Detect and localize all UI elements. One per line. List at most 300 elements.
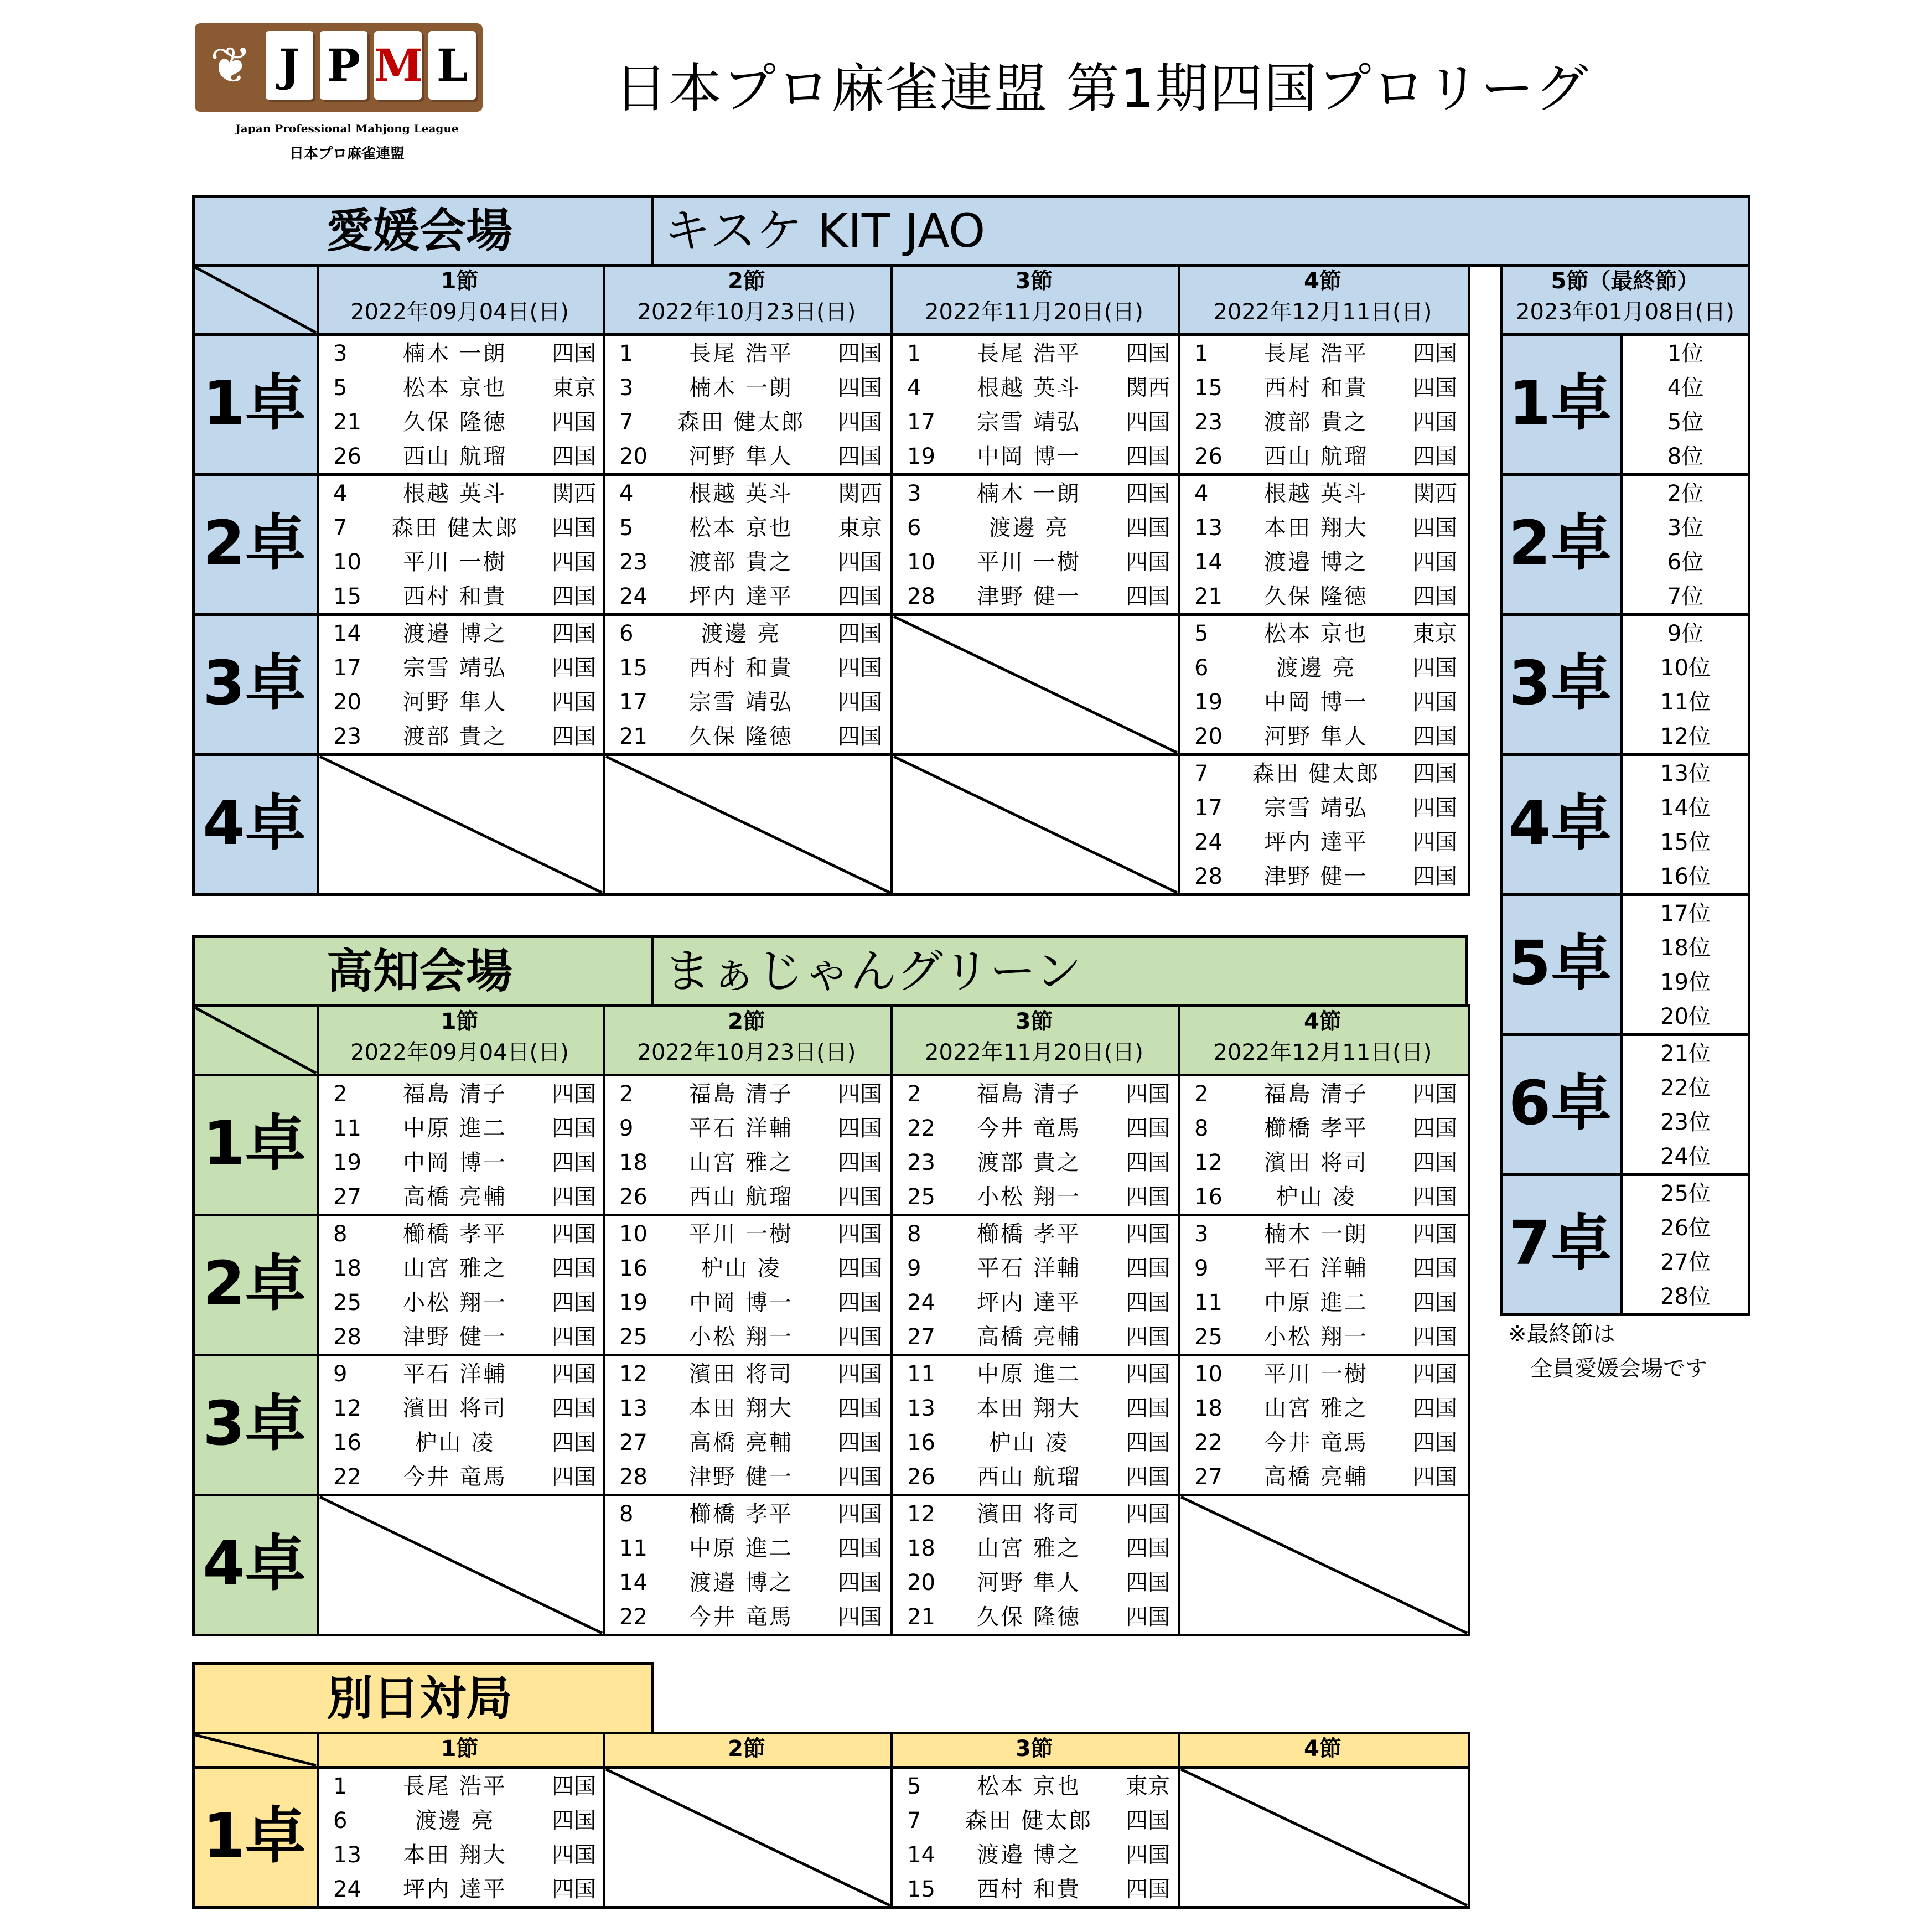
player-name: 平川 一樹 bbox=[403, 550, 507, 575]
player-name: 中岡 博一 bbox=[689, 1290, 793, 1315]
kochi-player-row bbox=[333, 1217, 596, 1251]
kochi-section-label: 4節 bbox=[1304, 1009, 1341, 1034]
separate-section-label: 1節 bbox=[441, 1736, 479, 1762]
final-rank: 26位 bbox=[1660, 1215, 1711, 1241]
final-table-label: 4卓 bbox=[1508, 788, 1612, 858]
player-region: 四国 bbox=[1413, 1221, 1457, 1247]
player-number: 8 bbox=[333, 1221, 348, 1247]
ehime-player-row bbox=[907, 439, 1170, 474]
player-region: 四国 bbox=[1126, 1324, 1170, 1350]
player-number: 4 bbox=[333, 481, 348, 506]
player-region: 四国 bbox=[552, 584, 596, 609]
player-name: 渡邊 亮 bbox=[988, 515, 1069, 541]
player-region: 四国 bbox=[552, 1290, 596, 1315]
player-name: 坪内 達平 bbox=[977, 1290, 1081, 1315]
ehime-player-row bbox=[619, 439, 882, 474]
player-number: 12 bbox=[907, 1501, 935, 1527]
player-region: 四国 bbox=[1126, 1396, 1170, 1421]
ehime-player-row bbox=[1194, 651, 1457, 685]
player-number: 21 bbox=[1194, 584, 1223, 609]
player-region: 四国 bbox=[1413, 375, 1457, 401]
player-region: 四国 bbox=[838, 1430, 882, 1456]
player-name: 枦山 凌 bbox=[988, 1430, 1069, 1456]
player-name: 津野 健一 bbox=[1264, 864, 1368, 889]
player-name: 西村 和貴 bbox=[977, 1877, 1081, 1902]
kochi-player-row bbox=[907, 1146, 1170, 1180]
kochi-player-row bbox=[1194, 1460, 1457, 1494]
logo-japanese-text: 日本プロ麻雀連盟 bbox=[289, 146, 405, 162]
player-region: 四国 bbox=[838, 444, 882, 469]
player-region: 四国 bbox=[838, 1396, 882, 1421]
separate-player-row bbox=[907, 1838, 1170, 1872]
ehime-table-label: 4卓 bbox=[203, 788, 306, 858]
kochi-player-row bbox=[907, 1320, 1170, 1354]
logo-letter: M bbox=[374, 31, 422, 100]
player-name: 津野 健一 bbox=[403, 1324, 507, 1350]
player-number: 22 bbox=[907, 1116, 935, 1141]
player-region: 四国 bbox=[1126, 550, 1170, 575]
ehime-player-row bbox=[333, 685, 596, 719]
player-region: 四国 bbox=[1126, 1570, 1170, 1596]
ehime-table-label: 1卓 bbox=[203, 367, 306, 438]
ehime-player-row bbox=[333, 579, 596, 614]
player-number: 2 bbox=[619, 1081, 634, 1107]
player-name: 宗雪 靖弘 bbox=[1264, 795, 1368, 821]
player-region: 四国 bbox=[838, 584, 882, 609]
player-region: 四国 bbox=[838, 690, 882, 715]
ehime-section-date: 2022年11月20日(日) bbox=[925, 299, 1143, 325]
player-name: 坪内 達平 bbox=[1264, 830, 1368, 855]
player-region: 関西 bbox=[552, 481, 596, 506]
player-region: 四国 bbox=[1126, 1430, 1170, 1456]
ehime-player-row bbox=[1194, 336, 1457, 371]
ehime-player-row bbox=[619, 579, 882, 614]
player-region: 関西 bbox=[1413, 481, 1457, 506]
player-name: 坪内 達平 bbox=[403, 1877, 507, 1902]
player-region: 四国 bbox=[1126, 1221, 1170, 1247]
ehime-player-row bbox=[907, 511, 1170, 545]
player-number: 28 bbox=[619, 1464, 648, 1490]
final-note: ※最終節は 全員愛媛会場です bbox=[1508, 1322, 1707, 1381]
player-number: 17 bbox=[619, 690, 648, 715]
player-name: 高橋 亮輔 bbox=[403, 1184, 507, 1210]
ehime-venue-place: キスケ KIT JAO bbox=[664, 204, 986, 258]
player-name: 宗雪 靖弘 bbox=[977, 410, 1081, 435]
final-rank: 27位 bbox=[1660, 1250, 1711, 1275]
ehime-player-row bbox=[1194, 545, 1457, 579]
player-number: 19 bbox=[907, 444, 935, 469]
player-number: 22 bbox=[1194, 1430, 1223, 1456]
final-rank: 16位 bbox=[1660, 864, 1711, 889]
kochi-player-row bbox=[619, 1146, 882, 1180]
kochi-player-row bbox=[333, 1357, 596, 1391]
player-name: 根越 英斗 bbox=[403, 481, 507, 506]
ehime-player-row bbox=[333, 511, 596, 545]
player-number: 5 bbox=[619, 515, 634, 541]
player-region: 四国 bbox=[1126, 1842, 1170, 1868]
player-name: 今井 竜馬 bbox=[977, 1116, 1081, 1141]
separate-corner-slash bbox=[192, 1732, 319, 1769]
player-region: 四国 bbox=[1413, 830, 1457, 855]
player-number: 19 bbox=[333, 1150, 361, 1175]
ehime-empty-slash bbox=[317, 753, 605, 896]
player-region: 四国 bbox=[1126, 1808, 1170, 1833]
kochi-player-row bbox=[619, 1357, 882, 1391]
ehime-player-row bbox=[333, 719, 596, 754]
player-number: 5 bbox=[1194, 621, 1209, 646]
kochi-section-date: 2022年11月20日(日) bbox=[925, 1040, 1143, 1065]
player-region: 四国 bbox=[552, 690, 596, 715]
player-name: 西村 和貴 bbox=[689, 655, 793, 681]
player-name: 渡部 貴之 bbox=[403, 724, 507, 749]
kochi-player-row bbox=[1194, 1426, 1457, 1460]
final-rank: 14位 bbox=[1660, 795, 1711, 821]
ehime-player-row bbox=[1194, 579, 1457, 614]
separate-player-row bbox=[333, 1769, 596, 1804]
kochi-player-row bbox=[907, 1251, 1170, 1286]
player-region: 四国 bbox=[552, 1361, 596, 1387]
player-number: 7 bbox=[1194, 761, 1209, 786]
player-number: 23 bbox=[333, 724, 361, 749]
ehime-player-row bbox=[619, 371, 882, 405]
player-region: 四国 bbox=[1126, 444, 1170, 469]
ehime-section-label: 3節 bbox=[1015, 268, 1053, 294]
player-name: 渡部 貴之 bbox=[977, 1150, 1081, 1175]
player-name: 平川 一樹 bbox=[1264, 1361, 1368, 1387]
player-name: 楠木 一朗 bbox=[977, 481, 1081, 506]
final-rank: 10位 bbox=[1660, 655, 1711, 681]
player-number: 25 bbox=[619, 1324, 648, 1350]
player-number: 26 bbox=[1194, 444, 1223, 469]
ehime-player-row bbox=[333, 336, 596, 371]
final-rank: 6位 bbox=[1667, 550, 1704, 575]
ehime-player-row bbox=[333, 476, 596, 511]
kochi-table-label: 4卓 bbox=[203, 1528, 306, 1599]
player-number: 5 bbox=[333, 375, 348, 401]
player-name: 中原 進二 bbox=[403, 1116, 507, 1141]
player-number: 1 bbox=[619, 341, 634, 366]
player-name: 福島 清子 bbox=[977, 1081, 1081, 1107]
player-region: 四国 bbox=[1126, 1604, 1170, 1630]
final-rank: 20位 bbox=[1660, 1004, 1711, 1029]
player-name: 渡邉 博之 bbox=[689, 1570, 793, 1596]
kochi-player-row bbox=[333, 1077, 596, 1111]
kochi-venue-divider bbox=[651, 935, 654, 1007]
final-table-label: 1卓 bbox=[1508, 367, 1612, 438]
kochi-player-row bbox=[333, 1251, 596, 1286]
player-number: 14 bbox=[907, 1842, 935, 1868]
kochi-table-label: 2卓 bbox=[203, 1248, 306, 1319]
ehime-empty-slash bbox=[890, 753, 1180, 896]
kochi-player-row bbox=[907, 1077, 1170, 1111]
ehime-player-row bbox=[619, 545, 882, 579]
ehime-section-date: 2022年09月04日(日) bbox=[350, 299, 569, 325]
player-region: 四国 bbox=[552, 1221, 596, 1247]
player-number: 23 bbox=[619, 550, 648, 575]
player-number: 1 bbox=[907, 341, 921, 366]
player-name: 山宮 雅之 bbox=[977, 1536, 1081, 1561]
player-number: 9 bbox=[1194, 1256, 1209, 1281]
ehime-player-row bbox=[907, 371, 1170, 405]
kochi-player-row bbox=[1194, 1217, 1457, 1251]
player-region: 四国 bbox=[838, 1116, 882, 1141]
player-name: 中原 進二 bbox=[1264, 1290, 1368, 1315]
player-region: 四国 bbox=[1413, 1081, 1457, 1107]
player-name: 楠木 一朗 bbox=[403, 341, 507, 366]
player-number: 5 bbox=[907, 1774, 921, 1799]
ehime-player-row bbox=[1194, 719, 1457, 754]
player-region: 四国 bbox=[1413, 864, 1457, 889]
player-region: 四国 bbox=[552, 1774, 596, 1799]
player-number: 8 bbox=[907, 1221, 921, 1247]
kochi-player-row bbox=[907, 1357, 1170, 1391]
player-number: 22 bbox=[333, 1464, 361, 1490]
player-name: 高橋 亮輔 bbox=[1264, 1464, 1368, 1490]
ehime-player-row bbox=[333, 371, 596, 405]
player-name: 山宮 雅之 bbox=[689, 1150, 793, 1175]
separate-section-label: 4節 bbox=[1304, 1736, 1341, 1762]
ehime-player-row bbox=[1194, 791, 1457, 825]
player-name: 河野 隼人 bbox=[977, 1570, 1081, 1596]
player-number: 15 bbox=[1194, 375, 1223, 401]
logo-letter: L bbox=[428, 31, 476, 100]
player-name: 枦山 凌 bbox=[415, 1430, 495, 1456]
player-name: 渡部 貴之 bbox=[1264, 410, 1368, 435]
player-number: 18 bbox=[333, 1256, 361, 1281]
player-region: 四国 bbox=[1126, 341, 1170, 366]
final-rank: 12位 bbox=[1660, 724, 1711, 749]
player-region: 四国 bbox=[552, 1842, 596, 1868]
player-number: 22 bbox=[619, 1604, 648, 1630]
player-name: 濱田 将司 bbox=[977, 1501, 1081, 1527]
player-number: 19 bbox=[619, 1290, 648, 1315]
player-number: 27 bbox=[333, 1184, 361, 1210]
player-region: 四国 bbox=[1126, 1877, 1170, 1902]
player-region: 四国 bbox=[1126, 515, 1170, 541]
player-name: 今井 竜馬 bbox=[1264, 1430, 1368, 1456]
player-number: 27 bbox=[1194, 1464, 1223, 1490]
kochi-player-row bbox=[619, 1426, 882, 1460]
player-number: 3 bbox=[1194, 1221, 1209, 1247]
separate-player-row bbox=[333, 1838, 596, 1872]
kochi-table-label: 3卓 bbox=[203, 1388, 306, 1459]
kochi-table-label: 1卓 bbox=[203, 1108, 306, 1179]
player-number: 18 bbox=[619, 1150, 648, 1175]
player-region: 四国 bbox=[838, 621, 882, 646]
player-region: 四国 bbox=[1413, 1290, 1457, 1315]
player-name: 濱田 将司 bbox=[689, 1361, 793, 1387]
player-number: 21 bbox=[907, 1604, 935, 1630]
separate-player-row bbox=[907, 1872, 1170, 1907]
player-number: 7 bbox=[907, 1808, 921, 1833]
ehime-empty-slash bbox=[890, 613, 1180, 756]
final-rank: 13位 bbox=[1660, 761, 1711, 786]
ehime-player-row bbox=[619, 405, 882, 439]
separate-player-row bbox=[907, 1769, 1170, 1804]
ehime-player-row bbox=[1194, 825, 1457, 859]
player-name: 河野 隼人 bbox=[1264, 724, 1368, 749]
kochi-player-row bbox=[333, 1426, 596, 1460]
player-number: 25 bbox=[907, 1184, 935, 1210]
player-name: 河野 隼人 bbox=[689, 444, 793, 469]
kochi-section-date: 2022年12月11日(日) bbox=[1213, 1040, 1432, 1065]
player-number: 28 bbox=[1194, 864, 1223, 889]
player-number: 15 bbox=[907, 1877, 935, 1902]
final-rank: 22位 bbox=[1660, 1075, 1711, 1101]
player-region: 四国 bbox=[1413, 1116, 1457, 1141]
player-number: 26 bbox=[333, 444, 361, 469]
player-region: 四国 bbox=[1413, 761, 1457, 786]
player-name: 坪内 達平 bbox=[689, 584, 793, 609]
player-number: 3 bbox=[333, 341, 348, 366]
separate-venue-name: 別日対局 bbox=[327, 1671, 513, 1726]
kochi-section-label: 2節 bbox=[728, 1009, 765, 1034]
player-number: 12 bbox=[333, 1396, 361, 1421]
player-region: 四国 bbox=[1413, 1464, 1457, 1490]
player-number: 15 bbox=[619, 655, 648, 681]
ehime-player-row bbox=[333, 651, 596, 685]
player-name: 久保 隆徳 bbox=[689, 724, 793, 749]
player-name: 渡邊 亮 bbox=[701, 621, 781, 646]
player-region: 四国 bbox=[1413, 1396, 1457, 1421]
kochi-section-date: 2022年10月23日(日) bbox=[637, 1040, 856, 1065]
final-table-label: 5卓 bbox=[1508, 928, 1612, 998]
final-rank: 7位 bbox=[1667, 584, 1704, 609]
player-name: 長尾 浩平 bbox=[689, 341, 793, 366]
kochi-player-row bbox=[1194, 1320, 1457, 1354]
player-name: 小松 翔一 bbox=[977, 1184, 1081, 1210]
kochi-player-row bbox=[1194, 1286, 1457, 1320]
player-number: 6 bbox=[907, 515, 921, 541]
ehime-section-label: 1節 bbox=[441, 268, 479, 294]
player-name: 根越 英斗 bbox=[689, 481, 793, 506]
player-name: 本田 翔大 bbox=[689, 1396, 793, 1421]
ehime-player-row bbox=[907, 579, 1170, 614]
player-number: 6 bbox=[1194, 655, 1209, 681]
player-name: 福島 清子 bbox=[403, 1081, 507, 1107]
player-region: 四国 bbox=[1413, 444, 1457, 469]
player-name: 平石 洋輔 bbox=[403, 1361, 507, 1387]
player-number: 16 bbox=[1194, 1184, 1223, 1210]
kochi-player-row bbox=[907, 1217, 1170, 1251]
kochi-player-row bbox=[907, 1180, 1170, 1214]
kochi-player-row bbox=[907, 1600, 1170, 1634]
player-number: 20 bbox=[619, 444, 648, 469]
ehime-player-row bbox=[619, 651, 882, 685]
player-region: 四国 bbox=[838, 1324, 882, 1350]
kochi-player-row bbox=[907, 1566, 1170, 1600]
player-number: 20 bbox=[1194, 724, 1223, 749]
kochi-venue-name: 高知会場 bbox=[327, 944, 513, 998]
final-rank: 28位 bbox=[1660, 1284, 1711, 1309]
ehime-player-row bbox=[1194, 685, 1457, 719]
player-region: 四国 bbox=[552, 1184, 596, 1210]
kochi-player-row bbox=[333, 1180, 596, 1214]
player-number: 14 bbox=[619, 1570, 648, 1596]
final-rank: 3位 bbox=[1667, 515, 1704, 541]
logo-letter: P bbox=[320, 31, 367, 100]
player-number: 23 bbox=[1194, 410, 1223, 435]
player-number: 3 bbox=[907, 481, 921, 506]
player-name: 西山 航瑠 bbox=[1264, 444, 1368, 469]
kochi-section-label: 1節 bbox=[441, 1009, 479, 1034]
player-name: 津野 健一 bbox=[689, 1464, 793, 1490]
kochi-player-row bbox=[1194, 1077, 1457, 1111]
ehime-player-row bbox=[1194, 511, 1457, 545]
player-region: 四国 bbox=[838, 724, 882, 749]
final-rank: 19位 bbox=[1660, 970, 1711, 995]
ehime-player-row bbox=[333, 617, 596, 651]
player-region: 四国 bbox=[1126, 410, 1170, 435]
kochi-player-row bbox=[907, 1531, 1170, 1566]
player-region: 四国 bbox=[1126, 1081, 1170, 1107]
player-number: 12 bbox=[1194, 1150, 1223, 1175]
ehime-empty-slash bbox=[603, 753, 893, 896]
player-number: 27 bbox=[907, 1324, 935, 1350]
player-region: 四国 bbox=[1413, 550, 1457, 575]
player-region: 四国 bbox=[838, 1150, 882, 1175]
kochi-empty-slash bbox=[1178, 1494, 1470, 1636]
kochi-player-row bbox=[907, 1111, 1170, 1146]
kochi-venue-place: まぁじゃんグリーン bbox=[664, 944, 1082, 998]
player-number: 8 bbox=[619, 1501, 634, 1527]
player-name: 楠木 一朗 bbox=[689, 375, 793, 401]
player-number: 16 bbox=[333, 1430, 361, 1456]
player-number: 3 bbox=[619, 375, 634, 401]
player-name: 櫛橋 孝平 bbox=[977, 1221, 1081, 1247]
player-region: 四国 bbox=[1413, 1184, 1457, 1210]
ehime-player-row bbox=[907, 476, 1170, 511]
kochi-player-row bbox=[619, 1600, 882, 1634]
player-name: 福島 清子 bbox=[689, 1081, 793, 1107]
player-region: 四国 bbox=[552, 410, 596, 435]
player-region: 四国 bbox=[1126, 1184, 1170, 1210]
player-number: 11 bbox=[619, 1536, 648, 1561]
player-number: 12 bbox=[619, 1361, 648, 1387]
player-region: 四国 bbox=[838, 1221, 882, 1247]
kochi-player-row bbox=[907, 1426, 1170, 1460]
player-region: 四国 bbox=[1413, 410, 1457, 435]
player-number: 7 bbox=[619, 410, 634, 435]
player-region: 四国 bbox=[552, 1396, 596, 1421]
player-name: 平石 洋輔 bbox=[977, 1256, 1081, 1281]
kochi-player-row bbox=[619, 1391, 882, 1426]
player-name: 小松 翔一 bbox=[1264, 1324, 1368, 1350]
player-name: 松本 京也 bbox=[689, 515, 793, 541]
player-name: 平石 洋輔 bbox=[1264, 1256, 1368, 1281]
final-rank: 4位 bbox=[1667, 375, 1704, 401]
player-name: 中原 進二 bbox=[689, 1536, 793, 1561]
player-name: 根越 英斗 bbox=[977, 375, 1081, 401]
player-name: 渡邊 亮 bbox=[415, 1808, 495, 1833]
ehime-player-row bbox=[333, 545, 596, 579]
player-name: 西山 航瑠 bbox=[977, 1464, 1081, 1490]
player-number: 10 bbox=[333, 550, 361, 575]
player-region: 四国 bbox=[838, 1290, 882, 1315]
player-number: 10 bbox=[907, 550, 935, 575]
player-name: 久保 隆徳 bbox=[977, 1604, 1081, 1630]
ehime-player-row bbox=[333, 405, 596, 439]
final-table-label: 6卓 bbox=[1508, 1068, 1612, 1138]
player-number: 20 bbox=[907, 1570, 935, 1596]
ehime-table-label: 3卓 bbox=[203, 648, 306, 718]
player-name: 松本 京也 bbox=[977, 1774, 1081, 1799]
final-rank: 11位 bbox=[1660, 690, 1711, 715]
kochi-player-row bbox=[1194, 1357, 1457, 1391]
player-region: 四国 bbox=[838, 1604, 882, 1630]
player-region: 四国 bbox=[838, 1184, 882, 1210]
final-section-date: 2023年01月08日(日) bbox=[1516, 299, 1734, 325]
